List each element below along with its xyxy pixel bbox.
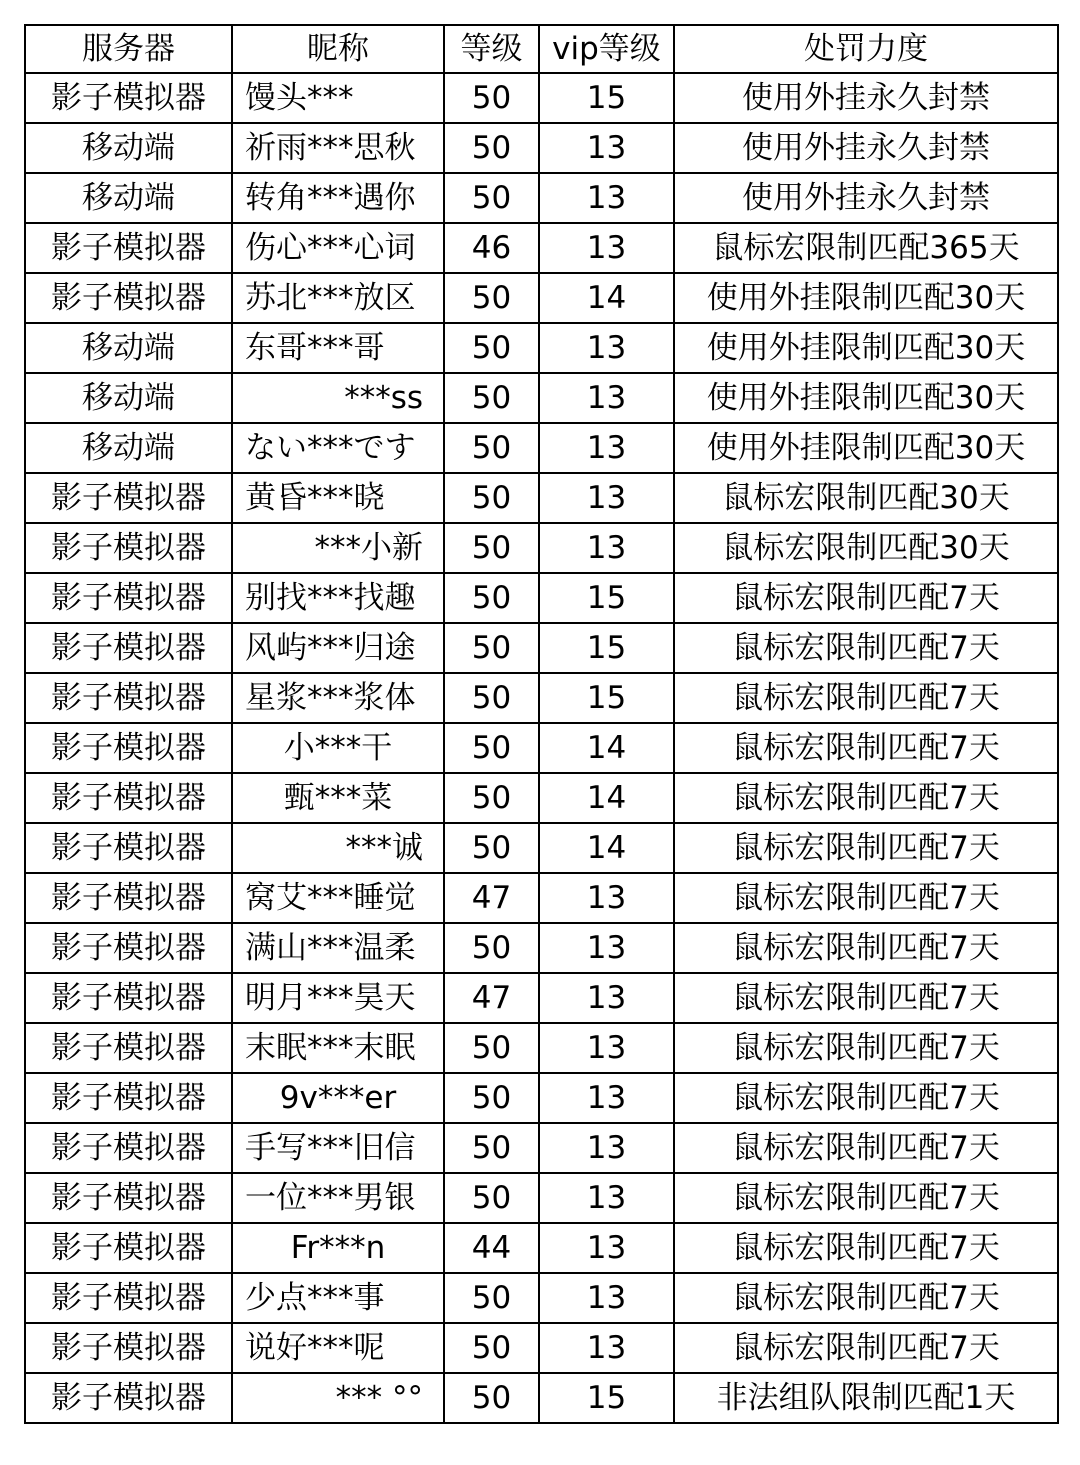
vip-level-cell: 13 (539, 123, 674, 173)
nickname-cell: ***ss (232, 373, 444, 423)
nickname-cell: 别找***找趣 (232, 573, 444, 623)
penalty-cell: 鼠标宏限制匹配365天 (674, 223, 1058, 273)
header-server: 服务器 (25, 25, 232, 73)
vip-level-cell: 13 (539, 923, 674, 973)
penalty-cell: 鼠标宏限制匹配7天 (674, 1023, 1058, 1073)
penalty-cell: 鼠标宏限制匹配7天 (674, 723, 1058, 773)
server-cell: 影子模拟器 (25, 923, 232, 973)
vip-level-cell: 15 (539, 573, 674, 623)
table-row (25, 273, 1058, 323)
vip-level-cell: 13 (539, 423, 674, 473)
table-row (25, 323, 1058, 373)
nickname-cell: 末眠***末眠 (232, 1023, 444, 1073)
table-row (25, 223, 1058, 273)
nickname-cell: 苏北***放区 (232, 273, 444, 323)
server-cell: 影子模拟器 (25, 73, 232, 123)
server-cell: 影子模拟器 (25, 1323, 232, 1373)
nickname-cell: 一位***男银 (232, 1173, 444, 1223)
level-cell: 50 (444, 123, 539, 173)
vip-level-cell: 13 (539, 1173, 674, 1223)
table-row (25, 1273, 1058, 1323)
penalty-cell: 鼠标宏限制匹配7天 (674, 923, 1058, 973)
table-row (25, 123, 1058, 173)
level-cell: 47 (444, 973, 539, 1023)
table-body (25, 73, 1058, 1423)
penalty-cell: 鼠标宏限制匹配7天 (674, 1123, 1058, 1173)
penalty-cell: 使用外挂永久封禁 (674, 173, 1058, 223)
server-cell: 影子模拟器 (25, 873, 232, 923)
server-cell: 影子模拟器 (25, 623, 232, 673)
nickname-cell: 祈雨***思秋 (232, 123, 444, 173)
vip-level-cell: 15 (539, 73, 674, 123)
table-row (25, 1173, 1058, 1223)
nickname-cell: 馒头*** (232, 73, 444, 123)
table-row (25, 1323, 1058, 1373)
table-row (25, 1223, 1058, 1273)
nickname-cell: 说好***呢 (232, 1323, 444, 1373)
level-cell: 50 (444, 323, 539, 373)
server-cell: 影子模拟器 (25, 673, 232, 723)
penalty-cell: 鼠标宏限制匹配30天 (674, 523, 1058, 573)
penalty-cell: 使用外挂限制匹配30天 (674, 373, 1058, 423)
penalty-table-page (24, 24, 1057, 1424)
nickname-cell: 满山***温柔 (232, 923, 444, 973)
nickname-cell: 窝艾***睡觉 (232, 873, 444, 923)
level-cell: 50 (444, 1273, 539, 1323)
table-row (25, 1073, 1058, 1123)
server-cell: 影子模拟器 (25, 1223, 232, 1273)
level-cell: 50 (444, 73, 539, 123)
penalty-cell: 鼠标宏限制匹配7天 (674, 823, 1058, 873)
vip-level-cell: 13 (539, 1123, 674, 1173)
table-row (25, 423, 1058, 473)
table-row (25, 1023, 1058, 1073)
nickname-cell: Fr***n (232, 1223, 444, 1273)
server-cell: 影子模拟器 (25, 973, 232, 1023)
vip-level-cell: 14 (539, 823, 674, 873)
penalty-cell: 使用外挂永久封禁 (674, 73, 1058, 123)
level-cell: 50 (444, 723, 539, 773)
penalty-cell: 鼠标宏限制匹配7天 (674, 873, 1058, 923)
level-cell: 50 (444, 373, 539, 423)
level-cell: 50 (444, 273, 539, 323)
table-row (25, 573, 1058, 623)
header-vip-level: vip等级 (539, 25, 674, 73)
vip-level-cell: 14 (539, 773, 674, 823)
vip-level-cell: 13 (539, 173, 674, 223)
table-row (25, 523, 1058, 573)
level-cell: 50 (444, 1123, 539, 1173)
vip-level-cell: 13 (539, 373, 674, 423)
vip-level-cell: 13 (539, 1223, 674, 1273)
penalty-cell: 使用外挂限制匹配30天 (674, 423, 1058, 473)
nickname-cell: 少点***事 (232, 1273, 444, 1323)
level-cell: 50 (444, 473, 539, 523)
vip-level-cell: 14 (539, 723, 674, 773)
server-cell: 影子模拟器 (25, 1023, 232, 1073)
table-row (25, 623, 1058, 673)
level-cell: 50 (444, 823, 539, 873)
table-header (25, 25, 1058, 73)
vip-level-cell: 13 (539, 223, 674, 273)
vip-level-cell: 14 (539, 273, 674, 323)
penalty-cell: 鼠标宏限制匹配7天 (674, 1323, 1058, 1373)
level-cell: 50 (444, 673, 539, 723)
level-cell: 50 (444, 1323, 539, 1373)
table-row (25, 673, 1058, 723)
server-cell: 影子模拟器 (25, 723, 232, 773)
table-row (25, 1123, 1058, 1173)
table-row (25, 973, 1058, 1023)
penalty-cell: 鼠标宏限制匹配7天 (674, 1173, 1058, 1223)
vip-level-cell: 13 (539, 873, 674, 923)
table-row (25, 1373, 1058, 1423)
server-cell: 移动端 (25, 323, 232, 373)
vip-level-cell: 13 (539, 1273, 674, 1323)
table-row (25, 873, 1058, 923)
server-cell: 移动端 (25, 173, 232, 223)
server-cell: 影子模拟器 (25, 273, 232, 323)
level-cell: 44 (444, 1223, 539, 1273)
header-row (25, 25, 1058, 73)
nickname-cell: *** °° (232, 1373, 444, 1423)
level-cell: 50 (444, 173, 539, 223)
vip-level-cell: 15 (539, 673, 674, 723)
penalty-cell: 鼠标宏限制匹配7天 (674, 1223, 1058, 1273)
nickname-cell: 星浆***浆体 (232, 673, 444, 723)
penalty-cell: 鼠标宏限制匹配7天 (674, 573, 1058, 623)
penalty-cell: 非法组队限制匹配1天 (674, 1373, 1058, 1423)
penalty-cell: 鼠标宏限制匹配7天 (674, 973, 1058, 1023)
nickname-cell: 黄昏***晓 (232, 473, 444, 523)
table-row (25, 473, 1058, 523)
table-row (25, 923, 1058, 973)
header-penalty: 处罚力度 (674, 25, 1058, 73)
penalty-cell: 鼠标宏限制匹配7天 (674, 1273, 1058, 1323)
level-cell: 50 (444, 623, 539, 673)
server-cell: 影子模拟器 (25, 523, 232, 573)
level-cell: 50 (444, 1373, 539, 1423)
level-cell: 50 (444, 923, 539, 973)
vip-level-cell: 15 (539, 623, 674, 673)
server-cell: 影子模拟器 (25, 1373, 232, 1423)
table-row (25, 373, 1058, 423)
level-cell: 50 (444, 1073, 539, 1123)
server-cell: 影子模拟器 (25, 573, 232, 623)
nickname-cell: 明月***昊天 (232, 973, 444, 1023)
level-cell: 50 (444, 523, 539, 573)
header-nickname: 昵称 (232, 25, 444, 73)
level-cell: 50 (444, 573, 539, 623)
nickname-cell: ***小新 (232, 523, 444, 573)
level-cell: 50 (444, 773, 539, 823)
penalty-cell: 鼠标宏限制匹配7天 (674, 773, 1058, 823)
nickname-cell: 小***干 (232, 723, 444, 773)
nickname-cell: 9v***er (232, 1073, 444, 1123)
penalty-cell: 鼠标宏限制匹配7天 (674, 1073, 1058, 1123)
table-row (25, 823, 1058, 873)
nickname-cell: 伤心***心词 (232, 223, 444, 273)
table-row (25, 73, 1058, 123)
nickname-cell: 风屿***归途 (232, 623, 444, 673)
vip-level-cell: 13 (539, 323, 674, 373)
level-cell: 46 (444, 223, 539, 273)
server-cell: 移动端 (25, 423, 232, 473)
vip-level-cell: 13 (539, 473, 674, 523)
table-row (25, 723, 1058, 773)
server-cell: 移动端 (25, 373, 232, 423)
vip-level-cell: 13 (539, 1073, 674, 1123)
server-cell: 移动端 (25, 123, 232, 173)
server-cell: 影子模拟器 (25, 1073, 232, 1123)
level-cell: 47 (444, 873, 539, 923)
nickname-cell: 甄***菜 (232, 773, 444, 823)
level-cell: 50 (444, 1023, 539, 1073)
server-cell: 影子模拟器 (25, 1173, 232, 1223)
table-row (25, 773, 1058, 823)
vip-level-cell: 13 (539, 523, 674, 573)
server-cell: 影子模拟器 (25, 773, 232, 823)
server-cell: 影子模拟器 (25, 1273, 232, 1323)
penalty-cell: 鼠标宏限制匹配30天 (674, 473, 1058, 523)
penalty-table (24, 24, 1059, 1424)
server-cell: 影子模拟器 (25, 823, 232, 873)
level-cell: 50 (444, 1173, 539, 1223)
penalty-cell: 使用外挂永久封禁 (674, 123, 1058, 173)
vip-level-cell: 13 (539, 1323, 674, 1373)
table-row (25, 173, 1058, 223)
vip-level-cell: 13 (539, 973, 674, 1023)
vip-level-cell: 15 (539, 1373, 674, 1423)
header-level: 等级 (444, 25, 539, 73)
nickname-cell: 手写***旧信 (232, 1123, 444, 1173)
nickname-cell: ***诚 (232, 823, 444, 873)
penalty-cell: 使用外挂限制匹配30天 (674, 273, 1058, 323)
nickname-cell: 转角***遇你 (232, 173, 444, 223)
nickname-cell: ない***です (232, 423, 444, 473)
nickname-cell: 东哥***哥 (232, 323, 444, 373)
penalty-cell: 鼠标宏限制匹配7天 (674, 623, 1058, 673)
level-cell: 50 (444, 423, 539, 473)
server-cell: 影子模拟器 (25, 223, 232, 273)
penalty-cell: 鼠标宏限制匹配7天 (674, 673, 1058, 723)
server-cell: 影子模拟器 (25, 1123, 232, 1173)
penalty-cell: 使用外挂限制匹配30天 (674, 323, 1058, 373)
vip-level-cell: 13 (539, 1023, 674, 1073)
server-cell: 影子模拟器 (25, 473, 232, 523)
